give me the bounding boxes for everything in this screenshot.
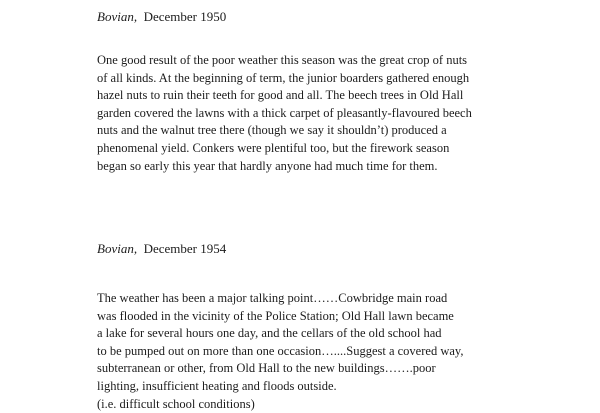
paragraph-line: One good result of the poor weather this season was the great crop of nuts: [97, 53, 468, 67]
paragraph-line: to be pumped out on more than one occasion…....Suggest a covered way,: [97, 343, 464, 358]
paragraph-line: a lake for several hours one day, and the cellars of the old school had: [97, 326, 442, 341]
publication-name: Bovian,: [97, 9, 138, 24]
publication-name: Bovian,: [97, 241, 138, 256]
paragraph-line: (i.e. difficult school conditions): [97, 396, 255, 411]
paragraph-line: lighting, insufficient heating and floods outside.: [97, 378, 337, 393]
entry-heading-1954: [97, 241, 226, 257]
entry-date: December 1950: [143, 9, 227, 24]
paragraph-line: began so early this year that hardly anyone had much time for them.: [97, 158, 438, 173]
paragraph-line: of all kinds. At the beginning of term, the junior boarders gathered enough: [97, 70, 470, 85]
entry-heading-1950: [97, 9, 226, 25]
paragraph-line: phenomenal yield. Conkers were plentiful too, but the firework season: [97, 140, 450, 155]
paragraph-line: subterranean or other, from Old Hall to the new buildings…….poor: [97, 361, 436, 376]
entry-paragraph-1954: [97, 290, 463, 413]
paragraph-line: The weather has been a major talking point……Cowbridge main road: [97, 291, 448, 305]
paragraph-line: nuts and the walnut tree there (though we say it shouldn’t) produced a: [97, 123, 447, 138]
entry-paragraph-1950: [97, 52, 472, 175]
paragraph-line: hazel nuts to ruin their teeth for good and all. The beech trees in Old Hall: [97, 88, 464, 103]
paragraph-line: garden covered the lawns with a thick carpet of pleasantly-flavoured beech: [97, 105, 472, 120]
entry-date: December 1954: [143, 241, 227, 256]
paragraph-line: was flooded in the vicinity of the Police Station; Old Hall lawn became: [97, 308, 454, 323]
